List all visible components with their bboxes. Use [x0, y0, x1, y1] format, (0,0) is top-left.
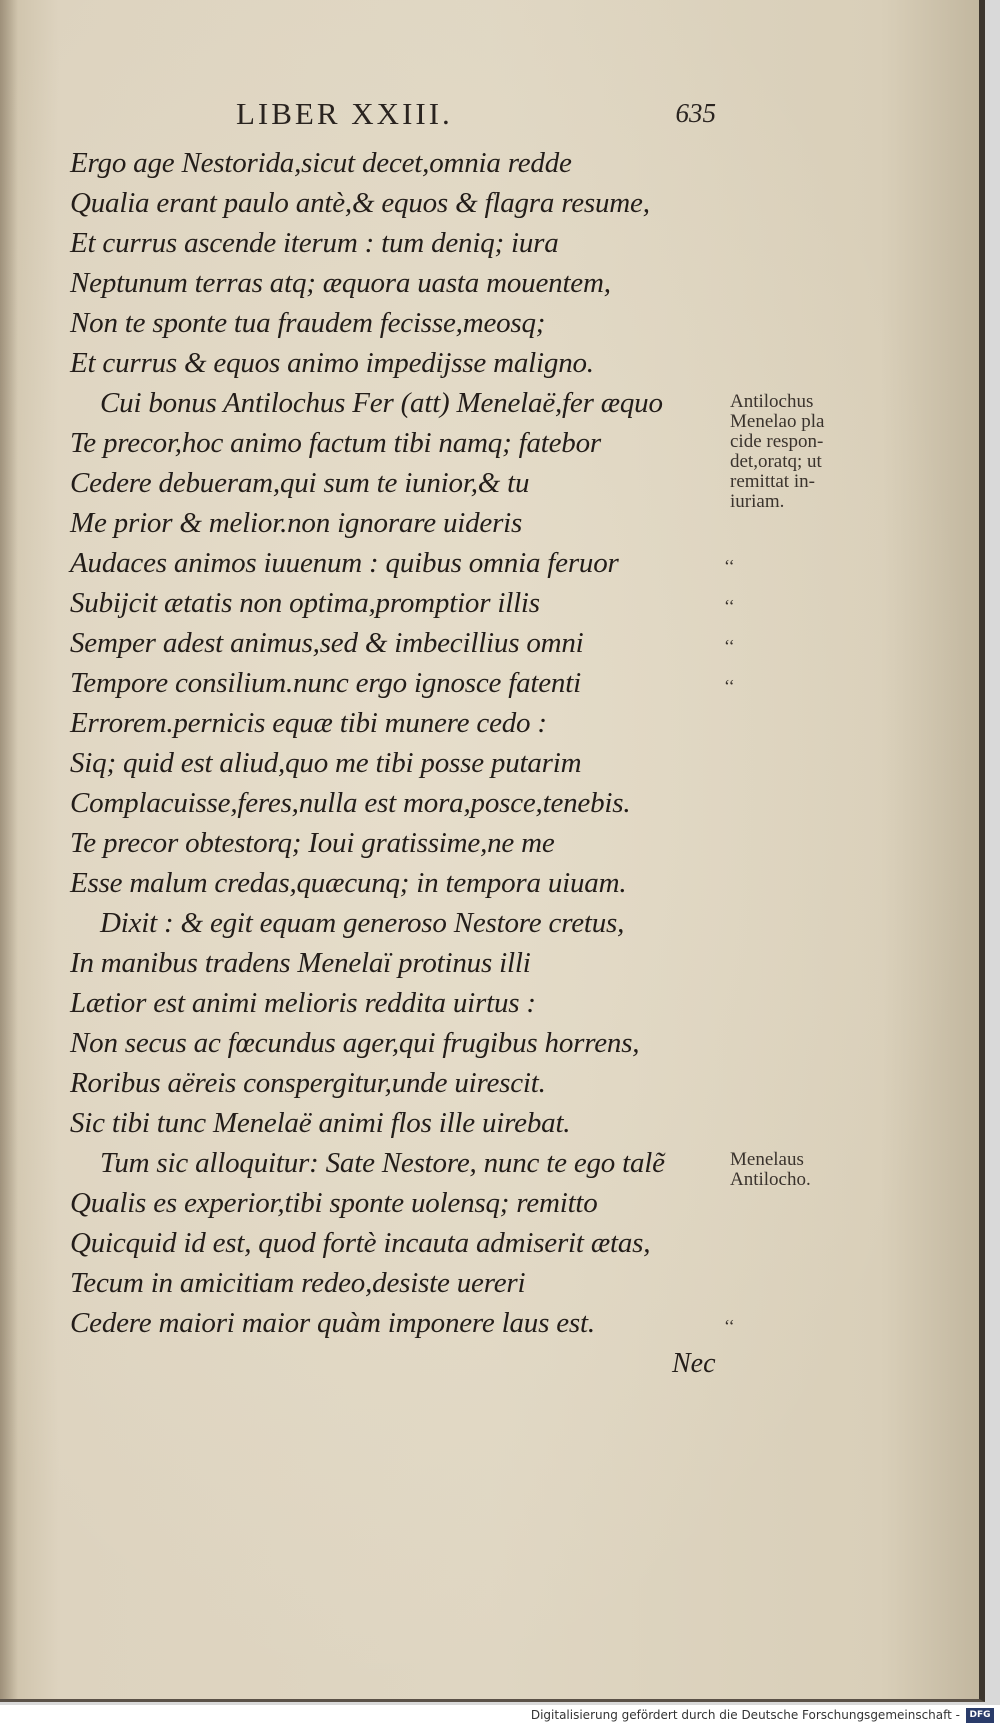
margin-note-line: remittat in- — [730, 471, 815, 492]
binding-shadow — [0, 0, 18, 1699]
quote-mark: ‘‘ — [724, 676, 735, 696]
quote-mark: ‘‘ — [724, 556, 735, 576]
verse-line: Roribus aëreis conspergitur,unde uirescit. — [70, 1067, 546, 1099]
page-number: 635 — [675, 98, 716, 128]
verse-line: Te precor obtestorq; Ioui gratissime,ne me — [70, 827, 555, 859]
margin-note-line: Antilochus — [730, 391, 814, 412]
verse-block — [70, 143, 715, 1343]
margin-note-antilochus — [730, 392, 910, 512]
footer-bar — [0, 1705, 1000, 1727]
verse-line: Qualia erant paulo antè,& equos & flagra resume, — [70, 187, 650, 219]
verse-line: Lætior est animi melioris reddita uirtus : — [70, 987, 536, 1019]
verse-line: Te precor,hoc animo factum tibi namq; fatebor — [70, 427, 601, 459]
verse-line: Et currus ascende iterum : tum deniq; iura — [70, 227, 559, 259]
verse-line: Audaces animos iuuenum : quibus omnia feruor — [70, 547, 619, 579]
verse-line: Tum sic alloquitur: Sate Nestore, nunc te ego talẽ — [100, 1147, 665, 1179]
verse-line: In manibus tradens Menelaï protinus illi — [70, 947, 531, 979]
verse-line: Tempore consilium.nunc ergo ignosce fatenti — [70, 667, 581, 699]
margin-note-menelaus — [730, 1150, 910, 1190]
page-header — [236, 96, 716, 136]
quote-mark: ‘‘ — [724, 596, 735, 616]
verse-line: Esse malum credas,quæcunq; in tempora uiuam. — [70, 867, 627, 899]
quote-mark: ‘‘ — [724, 1316, 735, 1336]
verse-line: Cedere maiori maior quàm imponere laus est. — [70, 1307, 595, 1339]
verse-line: Qualis es experior,tibi sponte uolensq; remitto — [70, 1187, 598, 1219]
margin-note-line: Menelaus — [730, 1149, 804, 1170]
quote-mark: ‘‘ — [724, 636, 735, 656]
verse-line: Et currus & equos animo impedijsse maligno. — [70, 347, 594, 379]
verse-line: Neptunum terras atq; æquora uasta mouentem, — [70, 267, 611, 299]
verse-line: Non secus ac fœcundus ager,qui frugibus horrens, — [70, 1027, 640, 1059]
verse-line: Complacuisse,feres,nulla est mora,posce,tenebis. — [70, 787, 631, 819]
verse-line: Cui bonus Antilochus Fer (att) Menelaë,fer æquo — [100, 387, 663, 419]
margin-note-line: det,oratq; ut — [730, 451, 822, 472]
margin-note-line: Antilocho. — [730, 1169, 811, 1190]
funding-notice: Digitalisierung gefördert durch die Deutsche Forschungsgemeinschaft - — [530, 1708, 960, 1722]
verse-line: Sic tibi tunc Menelaë animi flos ille uirebat. — [70, 1107, 571, 1139]
verse-line: Me prior & melior.non ignorare uideris — [70, 507, 523, 539]
verse-line: Dixit : & egit equam generoso Nestore cretus, — [100, 907, 625, 939]
verse-line: Ergo age Nestorida,sicut decet,omnia redde — [70, 147, 572, 179]
verse-line: Non te sponte tua fraudem fecisse,meosq; — [70, 307, 546, 339]
verse-line: Semper adest animus,sed & imbecillius omni — [70, 627, 584, 659]
verse-line: Quicquid id est, quod fortè incauta admiserit ætas, — [70, 1227, 651, 1259]
dfg-logo-icon: DFG — [966, 1708, 994, 1723]
margin-note-line: Menelao pla — [730, 411, 825, 432]
catchword: Nec — [672, 1348, 716, 1379]
verse-line: Errorem.pernicis equæ tibi munere cedo : — [70, 707, 547, 739]
verse-line: Siq; quid est aliud,quo me tibi posse putarim — [70, 747, 582, 779]
verse-line: Tecum in amicitiam redeo,desiste uereri — [70, 1267, 526, 1299]
running-head: LIBER XXIII. — [236, 96, 453, 131]
verse-line: Cedere debueram,qui sum te iunior,& tu — [70, 467, 530, 499]
margin-note-line: cide respon- — [730, 431, 824, 452]
verse-line: Subijcit ætatis non optima,promptior illis — [70, 587, 540, 619]
margin-note-line: iuriam. — [730, 491, 785, 512]
